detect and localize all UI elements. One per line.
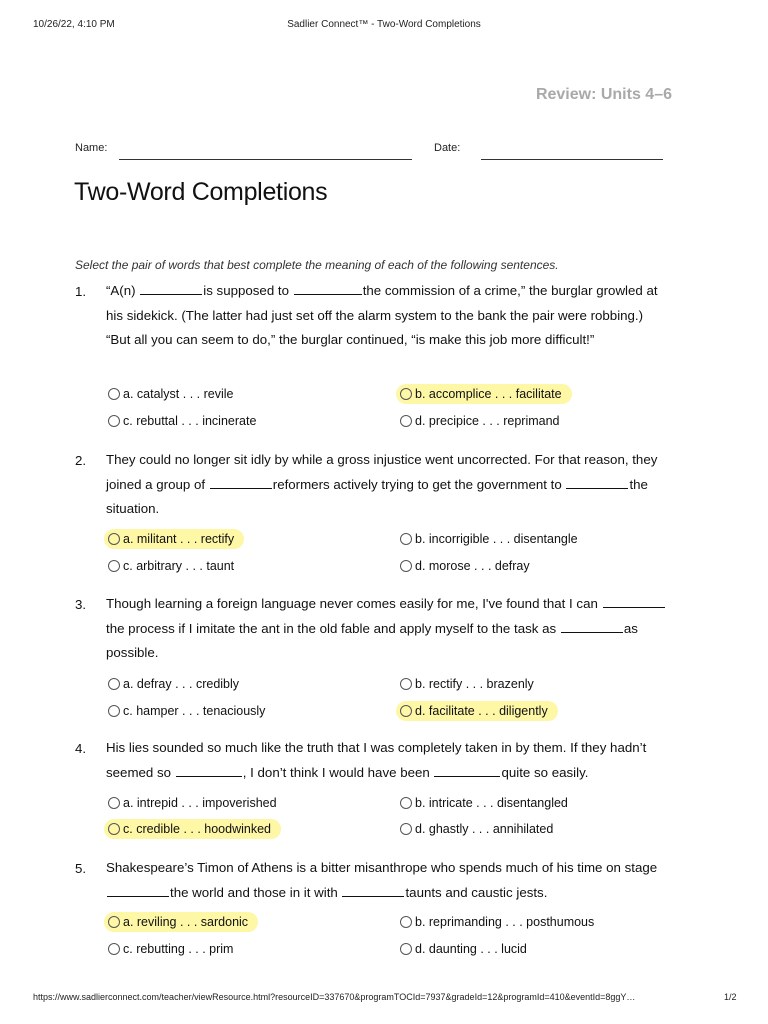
print-url: https://www.sadlierconnect.com/teacher/viewResource.html?resourceID=337670&programTOCId=7937&gradeId=12&programId=410&eventId=8ggY… [33,992,636,1002]
print-page-title: Sadlier Connect™ - Two-Word Completions [287,19,481,30]
radio-button-icon[interactable] [400,797,412,809]
radio-button-icon[interactable] [108,797,120,809]
q3-option-c[interactable]: c. hamper . . . tenaciously [104,701,275,721]
q5-option-d[interactable]: d. daunting . . . lucid [396,939,537,959]
review-heading: Review: Units 4–6 [535,86,672,103]
question-text: His lies sounded so much like the truth that I was completely taken in by them. If they hadn’t seemed so , I don’t think I would have been quite so easily. [106,740,647,780]
q4-option-a[interactable]: a. intrepid . . . impoverished [104,793,287,813]
q3-option-d[interactable]: d. facilitate . . . diligently [396,701,558,721]
answer-blank [342,884,404,897]
radio-button-icon[interactable] [400,560,412,572]
question-text: They could no longer sit idly by while a gross injustice went uncorrected. For that reason, they joined a group of reformers actively trying to get the government to the situation. [106,452,658,517]
answer-blank [107,884,169,897]
instructions: Select the pair of words that best complete the meaning of each of the following sentences. [75,258,559,272]
answer-blank [434,764,500,777]
radio-button-icon[interactable] [108,916,120,928]
radio-button-icon[interactable] [108,415,120,427]
radio-button-icon[interactable] [400,823,412,835]
print-page-number: 1/2 [724,992,737,1002]
q4-option-c[interactable]: c. credible . . . hoodwinked [104,819,281,839]
name-field[interactable] [119,159,412,160]
q5-option-c[interactable]: c. rebutting . . . prim [104,939,243,959]
question-number: 4. [75,741,87,756]
answer-blank [176,764,242,777]
radio-button-icon[interactable] [400,705,412,717]
q2-option-d[interactable]: d. morose . . . defray [396,556,540,576]
date-field[interactable] [481,159,663,160]
q1-option-b[interactable]: b. accomplice . . . facilitate [396,384,572,404]
q3-option-b[interactable]: b. rectify . . . brazenly [396,674,544,694]
question-number: 2. [75,453,87,468]
q2-option-c[interactable]: c. arbitrary . . . taunt [104,556,244,576]
question-text: Shakespeare’s Timon of Athens is a bitter misanthrope who spends much of his time on stage the world and those in it with taunts and caustic jests. [106,860,658,900]
answer-blank [603,595,665,608]
question-number: 1. [75,284,87,299]
page-title: Two-Word Completions [74,178,328,206]
radio-button-icon[interactable] [108,388,120,400]
q1-option-a[interactable]: a. catalyst . . . revile [104,384,243,404]
radio-button-icon[interactable] [108,943,120,955]
date-label: Date: [434,142,461,154]
name-label: Name: [75,142,108,154]
q4-option-b[interactable]: b. intricate . . . disentangled [396,793,578,813]
radio-button-icon[interactable] [400,943,412,955]
q5-option-a[interactable]: a. reviling . . . sardonic [104,912,258,932]
print-datetime: 10/26/22, 4:10 PM [33,19,115,30]
answer-blank [210,476,272,489]
q5-option-b[interactable]: b. reprimanding . . . posthumous [396,912,604,932]
radio-button-icon[interactable] [400,388,412,400]
q3-option-a[interactable]: a. defray . . . credibly [104,674,249,694]
answer-blank [566,476,628,489]
q2-option-a[interactable]: a. militant . . . rectify [104,529,244,549]
radio-button-icon[interactable] [400,678,412,690]
question-text: Though learning a foreign language never comes easily for me, I've found that I can the process if I imitate the ant in the old fable and apply myself to the task as as possible. [106,592,666,666]
answer-blank [294,282,362,295]
radio-button-icon[interactable] [108,560,120,572]
answer-blank [561,620,623,633]
q1-option-d[interactable]: d. precipice . . . reprimand [396,411,570,431]
radio-button-icon[interactable] [108,705,120,717]
q2-option-b[interactable]: b. incorrigible . . . disentangle [396,529,588,549]
radio-button-icon[interactable] [400,415,412,427]
radio-button-icon[interactable] [108,533,120,545]
radio-button-icon[interactable] [108,823,120,835]
question-text: “A(n) is supposed to the commission of a crime,” the burglar growled at his sidekick. (The latter had just set off the alarm system to the bank the pair were robbing.) “But all you can seem to do,” the burglar continued, “is make this job more difficult!” [106,283,658,348]
radio-button-icon[interactable] [108,678,120,690]
question-number: 5. [75,861,87,876]
question-number: 3. [75,597,87,612]
answer-blank [140,282,202,295]
q4-option-d[interactable]: d. ghastly . . . annihilated [396,819,563,839]
radio-button-icon[interactable] [400,533,412,545]
q1-option-c[interactable]: c. rebuttal . . . incinerate [104,411,266,431]
radio-button-icon[interactable] [400,916,412,928]
